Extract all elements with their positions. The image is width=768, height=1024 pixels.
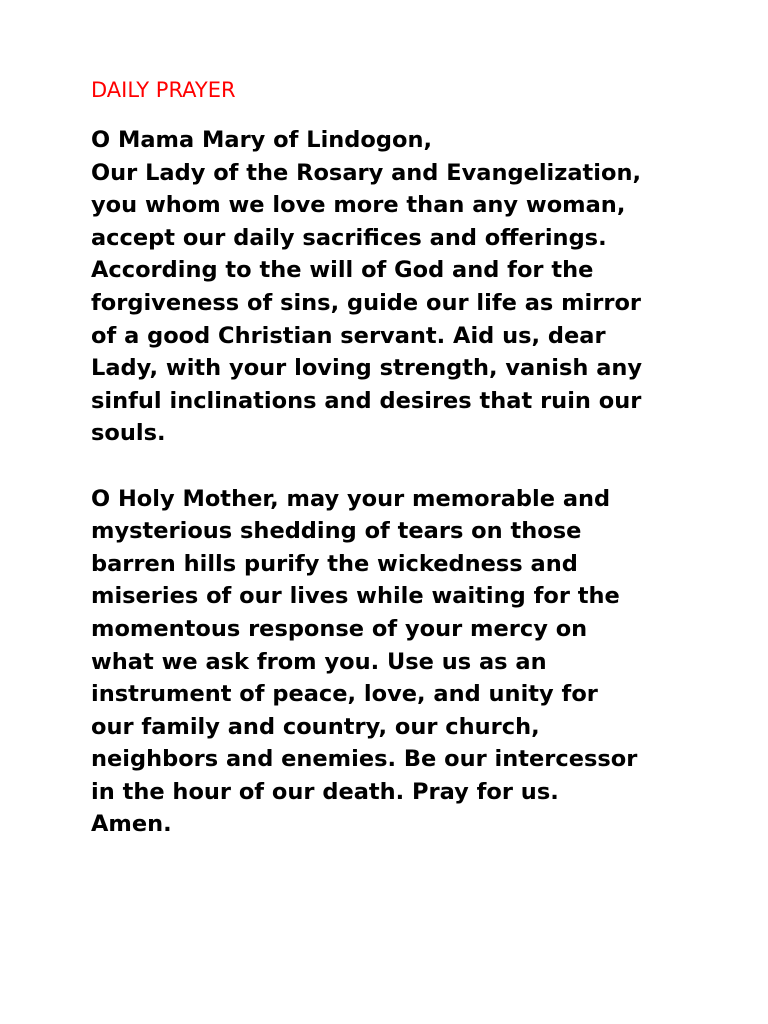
paragraph-line: momentous response of your mercy on bbox=[91, 615, 588, 642]
paragraph-line: Our Lady of the Rosary and Evangelization, bbox=[91, 159, 642, 186]
prayer-paragraph-2 bbox=[91, 483, 751, 842]
paragraph-line: O Mama Mary of Lindogon, bbox=[91, 127, 433, 153]
paragraph-line: neighbors and enemies. Be our intercessor bbox=[91, 746, 638, 773]
paragraph-line: instrument of peace, love, and unity for bbox=[91, 681, 598, 708]
paragraph-line: barren hills purify the wickedness and bbox=[91, 550, 578, 577]
paragraph-line: forgiveness of sins, guide our life as mirror bbox=[91, 289, 642, 316]
paragraph-line: of a good Christian servant. Aid us, dear bbox=[91, 322, 606, 349]
document-page bbox=[91, 74, 751, 841]
paragraph-line: what we ask from you. Use us as an bbox=[91, 648, 547, 675]
paragraph-line: Amen. bbox=[91, 811, 172, 838]
paragraph-line: Lady, with your loving strength, vanish any bbox=[91, 355, 643, 382]
paragraph-line: accept our daily sacrifices and offerings. bbox=[91, 224, 607, 251]
paragraph-line: you whom we love more than any woman, bbox=[91, 192, 626, 219]
paragraph-line: mysterious shedding of tears on those bbox=[91, 518, 582, 545]
paragraph-line: O Holy Mother, may your memorable and bbox=[91, 485, 611, 512]
paragraph-line: According to the will of God and for the bbox=[91, 257, 594, 284]
prayer-paragraph-1 bbox=[91, 124, 751, 450]
paragraph-line: miseries of our lives while waiting for the bbox=[91, 583, 620, 610]
paragraph-line: souls. bbox=[91, 420, 166, 447]
paragraph-line: in the hour of our death. Pray for us. bbox=[91, 778, 559, 805]
paragraph-line: our family and country, our church, bbox=[91, 713, 540, 740]
paragraph-line: sinful inclinations and desires that ruin our bbox=[91, 387, 642, 414]
document-title: DAILY PRAYER bbox=[91, 78, 236, 102]
paragraph-spacer bbox=[91, 450, 751, 483]
